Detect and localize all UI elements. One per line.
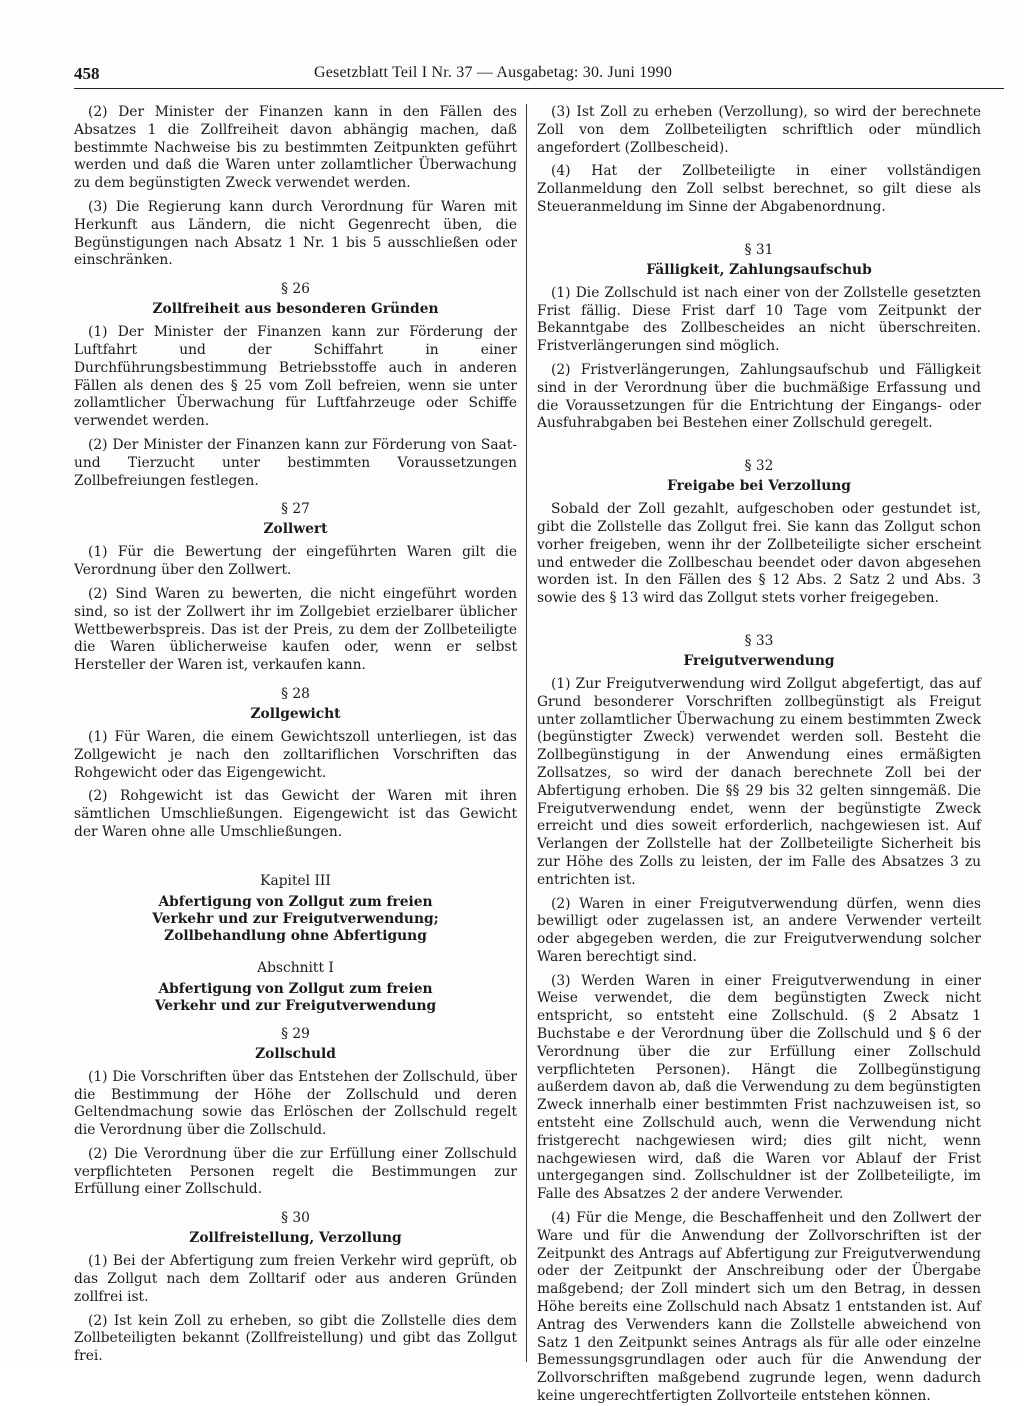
paragraph-31-2: (2) Fristverlängerungen, Zahlungsaufschub und Fälligkeit sind in der Verordnung über die buchmäßige Erfassung und die Voraussetzungen für die Entrichtung der Eingangs- oder Ausfuhrabgaben bei Bestehen einer Zollschuld geregelt. (537, 361, 981, 432)
section-title-line-1: Abfertigung von Zollgut zum freien (158, 980, 433, 997)
section-28-title: Zollgewicht (250, 705, 341, 722)
paragraph-33-1: (1) Zur Freigutverwendung wird Zollgut abgefertigt, das auf Grund besonderer Vorschriften zollbegünstigt als Freigut unter zollamtlicher Überwachung zu einem bestimmten Zweck (begünstigter Zweck) verwendet werden soll. Besteht die Zollbegünstigung in der Anwendung eines ermäßigten Zollsatzes, so wird der danach berechnete Zoll bei der Abfertigung erhoben. Die §§ 29 bis 32 gelten sinngemäß. Die Freigutverwendung endet, wenn der begünstigte Zweck erreicht und dies soweit erforderlich, nachgewiesen ist. Auf Verlangen der Zollstelle hat der Zollbeteiligte Sicherheit bis zur Höhe des Zolls zu leisten, der im Falle des Absatzes 3 zu entrichten ist. (537, 675, 981, 888)
paragraph-29-2: (2) Die Verordnung über die zur Erfüllung einer Zollschuld verpflichteten Personen regelt die Bestimmungen zur Erfüllung einer Zollschuld. (74, 1145, 517, 1198)
right-column (537, 104, 981, 1405)
paragraph-30-4: (4) Hat der Zollbeteiligte in einer vollständigen Zollanmeldung den Zoll selbst berechnet, so gilt diese als Steueranmeldung im Sinne der Abgabenordnung. (537, 163, 981, 215)
chapter-title-line-1: Abfertigung von Zollgut zum freien (158, 893, 433, 910)
section-30-title: Zollfreistellung, Verzollung (189, 1230, 402, 1247)
left-column (74, 104, 517, 1364)
section-29-title: Zollschuld (255, 1045, 336, 1062)
chapter-label: Kapitel III (260, 872, 331, 889)
paragraph-26-1: (1) Der Minister der Finanzen kann zur Förderung der Luftfahrt und der Schiffahrt in einer Durchführungsbestimmung Betriebsstoffe auch in anderen Fällen als denen des § 25 vom Zoll befreien, wenn sie unter zollamtlicher Überwachung für Luftfahrzeuge oder Schiffe verwendet werden. (74, 324, 517, 430)
paragraph-33-4: (4) Für die Menge, die Beschaffenheit und den Zollwert der Ware und für die Anwendung der Zollvorschriften ist der Zeitpunkt des Antrags auf Abfertigung zur Freigutverwendung oder der Zeitpunkt der Anschreibung oder der Übergabe maßgebend; der Zoll mindert sich um den Betrag, in dessen Höhe bereits eine Zollschuld nach Absatz 1 entstanden ist. Auf Antrag des Verwenders kann die Zollstelle abweichend von Satz 1 den Zeitpunkt seines Antrags als für alle oder einzelne Bemessungsgrundlagen oder auch für die Anwendung der Zollvorschriften maßgebend zugrunde legen, wenn dadurch keine ungerechtfertigten Zollvorteile entstehen können. (537, 1210, 981, 1405)
column-divider (526, 104, 527, 1362)
section-title (74, 981, 517, 1015)
chapter-title-line-2: Verkehr und zur Freigutverwendung; (152, 910, 439, 927)
section-32-number: § 32 (744, 458, 774, 475)
paragraph-29-1: (1) Die Vorschriften über das Entstehen der Zollschuld, über die Bestimmung der Höhe der Zollschuld und deren Geltendmachung sowie das Erlöschen der Zollschuld regelt die Verordnung über die Zollschuld. (74, 1068, 517, 1139)
page-number: 458 (74, 64, 100, 83)
paragraph-26-2: (2) Der Minister der Finanzen kann zur Förderung von Saat- und Tierzucht unter bestimmten Voraussetzungen Zollbefreiungen festlegen. (74, 436, 517, 489)
paragraph-32-1: Sobald der Zoll gezahlt, aufgeschoben oder gestundet ist, gibt die Zollstelle das Zollgut frei. Sie kann das Zollgut schon vorher freigeben, wenn ihr der Zollbeteiligte sicher erscheint und entweder die Zollbeschau beendet oder davon abgesehen worden ist. In den Fällen des § 12 Abs. 2 Satz 2 und Abs. 3 sowie des § 13 wird das Zollgut stets vorher freigegeben. (537, 501, 981, 607)
section-29-number: § 29 (281, 1025, 310, 1042)
paragraph-28-1: (1) Für Waren, die einem Gewichtszoll unterliegen, ist das Zollgewicht je nach den zolltariflichen Vorschriften das Rohgewicht oder das Eigengewicht. (74, 728, 517, 781)
section-label: Abschnitt I (257, 959, 334, 976)
section-33-number: § 33 (744, 632, 774, 649)
section-32-title: Freigabe bei Verzollung (667, 478, 851, 495)
running-title: Gesetzblatt Teil I Nr. 37 — Ausgabetag: 30. Juni 1990 (314, 64, 673, 81)
section-27-title: Zollwert (263, 521, 328, 538)
paragraph-33-2: (2) Waren in einer Freigutverwendung dürfen, wenn dies bewilligt oder zugelassen ist, an andere Verwender verteilt oder abgegeben werden, die zur Freigutverwendung solcher Waren berechtigt sind. (537, 895, 981, 965)
paragraph-25-2: (2) Der Minister der Finanzen kann in den Fällen des Absatzes 1 die Zollfreiheit davon abhängig machen, daß bestimmte Nachweise bis zu bestimmten Zeitpunkten geführt werden und daß die Waren unter zollamtlicher Überwachung zu dem begünstigten Zweck verwendet werden. (74, 104, 517, 192)
section-31-number: § 31 (744, 241, 774, 258)
paragraph-27-1: (1) Für die Bewertung der eingeführten Waren gilt die Verordnung über den Zollwert. (74, 544, 517, 579)
chapter-title-line-3: Zollbehandlung ohne Abfertigung (164, 927, 427, 944)
section-26-number: § 26 (281, 281, 310, 298)
page-header (74, 58, 1004, 89)
paragraph-28-2: (2) Rohgewicht ist das Gewicht der Waren mit ihren sämtlichen Umschließungen. Eigengewicht ist das Gewicht der Waren ohne alle Umschließungen. (74, 788, 517, 840)
paragraph-31-1: (1) Die Zollschuld ist nach einer von der Zollstelle gesetzten Frist fällig. Diese Frist darf 10 Tage vom Zeitpunkt der Bekanntgabe des Zollbescheides an nicht überschreiten. Fristverlängerungen sind möglich. (537, 284, 981, 355)
section-31-title: Fälligkeit, Zahlungsaufschub (646, 261, 872, 278)
paragraph-33-3: (3) Werden Waren in einer Freigutverwendung in einer Weise verwendet, die dem begünstigten Zweck nicht entspricht, so entsteht eine Zollschuld. (§ 2 Absatz 1 Buchstabe e der Verordnung über die Zollschuld und § 6 der Verordnung über die zur Erfüllung einer Zollschuld verpflichteten Personen). Hängt die Zollbegünstigung außerdem davon ab, daß die Verwendung zu dem begünstigten Zweck innerhalb einer bestimmten Frist nachzuweisen ist, so entsteht eine Zollschuld auch, wenn die Verwendung nicht fristgerecht nachgewiesen wird; dies gilt nicht, wenn nachgewiesen wird, daß die Waren vor Ablauf der Frist untergegangen sind. Zollschuldner ist der Zollbeteiligte, im Falle des Absatzes 2 der andere Verwender. (537, 972, 981, 1203)
section-title-line-2: Verkehr und zur Freigutverwendung (154, 997, 437, 1014)
section-26-title: Zollfreiheit aus besonderen Gründen (152, 301, 439, 318)
section-30-number: § 30 (281, 1210, 310, 1227)
paragraph-30-1: (1) Bei der Abfertigung zum freien Verkehr wird geprüft, ob das Zollgut nach dem Zolltarif oder aus anderen Gründen zollfrei ist. (74, 1253, 517, 1305)
paragraph-27-2: (2) Sind Waren zu bewerten, die nicht eingeführt worden sind, so ist der Zollwert ihr im Zollgebiet erzielbarer üblicher Wettbewerbspreis. Das ist der Preis, zu dem der Zollbeteiligte die Waren üblicherweise kaufen oder, wenn er selbst Hersteller der Waren ist, verkaufen kann. (74, 585, 517, 674)
section-33-title: Freigutverwendung (683, 652, 835, 669)
paragraph-30-2: (2) Ist kein Zoll zu erheben, so gibt die Zollstelle dies dem Zollbeteiligten bekannt (Zollfreistellung) und gibt das Zollgut frei. (74, 1312, 517, 1365)
chapter-title (74, 894, 517, 945)
section-28-number: § 28 (281, 685, 310, 702)
section-27-number: § 27 (281, 501, 310, 518)
paragraph-25-3: (3) Die Regierung kann durch Verordnung für Waren mit Herkunft aus Ländern, die nicht Gegenrecht üben, die Begünstigungen nach Absatz 1 Nr. 1 bis 5 ausschließen oder einschränken. (74, 198, 517, 269)
paragraph-30-3: (3) Ist Zoll zu erheben (Verzollung), so wird der berechnete Zoll von dem Zollbeteiligten schriftlich oder mündlich angefordert (Zollbescheid). (537, 104, 981, 156)
